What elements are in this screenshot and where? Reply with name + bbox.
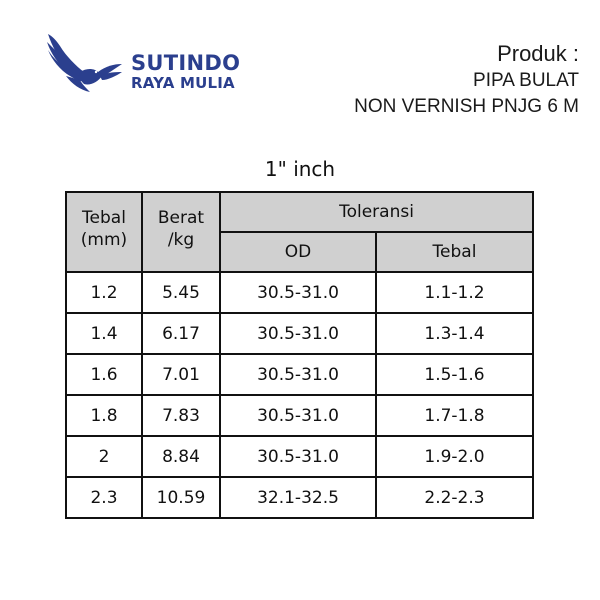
cell-tebal: 2.3 (66, 477, 142, 518)
cell-tebal: 1.4 (66, 313, 142, 354)
cell-tol-tebal: 2.2-2.3 (376, 477, 533, 518)
header-od: OD (220, 232, 376, 272)
product-label: Produk : (497, 41, 579, 66)
header-toleransi: Toleransi (220, 192, 533, 232)
table-row (66, 477, 533, 518)
table-title: 1" inch (264, 157, 336, 181)
cell-od: 30.5-31.0 (220, 395, 376, 436)
header-berat-unit: /kg (167, 230, 195, 250)
cell-tebal: 2 (66, 436, 142, 477)
table-row (66, 354, 533, 395)
cell-tol-tebal: 1.5-1.6 (376, 354, 533, 395)
product-name-line2: NON VERNISH PNJG 6 M (354, 96, 579, 117)
spec-table (65, 191, 534, 519)
table-row (66, 313, 533, 354)
cell-berat: 8.84 (142, 436, 220, 477)
header-berat-label: Berat (157, 208, 205, 228)
table-row (66, 395, 533, 436)
header-tebal-unit: (mm) (80, 230, 128, 250)
cell-od: 30.5-31.0 (220, 436, 376, 477)
table-row (66, 436, 533, 477)
cell-od: 30.5-31.0 (220, 272, 376, 313)
cell-tol-tebal: 1.7-1.8 (376, 395, 533, 436)
cell-berat: 6.17 (142, 313, 220, 354)
header-tebal-label: Tebal (82, 208, 126, 228)
cell-tol-tebal: 1.1-1.2 (376, 272, 533, 313)
cell-od: 32.1-32.5 (220, 477, 376, 518)
cell-berat: 10.59 (142, 477, 220, 518)
header-tebal (66, 192, 142, 272)
cell-od: 30.5-31.0 (220, 354, 376, 395)
cell-berat: 7.83 (142, 395, 220, 436)
cell-tol-tebal: 1.9-2.0 (376, 436, 533, 477)
cell-od: 30.5-31.0 (220, 313, 376, 354)
header-tol-tebal: Tebal (376, 232, 533, 272)
cell-tol-tebal: 1.3-1.4 (376, 313, 533, 354)
brand-name-line2: RAYA MULIA (131, 74, 235, 92)
product-info (354, 40, 579, 120)
header-berat (142, 192, 220, 272)
cell-berat: 5.45 (142, 272, 220, 313)
product-name-line1: PIPA BULAT (473, 70, 579, 91)
cell-tebal: 1.8 (66, 395, 142, 436)
eagle-icon (44, 32, 124, 94)
table-row (66, 272, 533, 313)
brand-logo (44, 32, 244, 94)
cell-tebal: 1.2 (66, 272, 142, 313)
brand-name-line1: SUTINDO (131, 51, 241, 75)
cell-tebal: 1.6 (66, 354, 142, 395)
cell-berat: 7.01 (142, 354, 220, 395)
